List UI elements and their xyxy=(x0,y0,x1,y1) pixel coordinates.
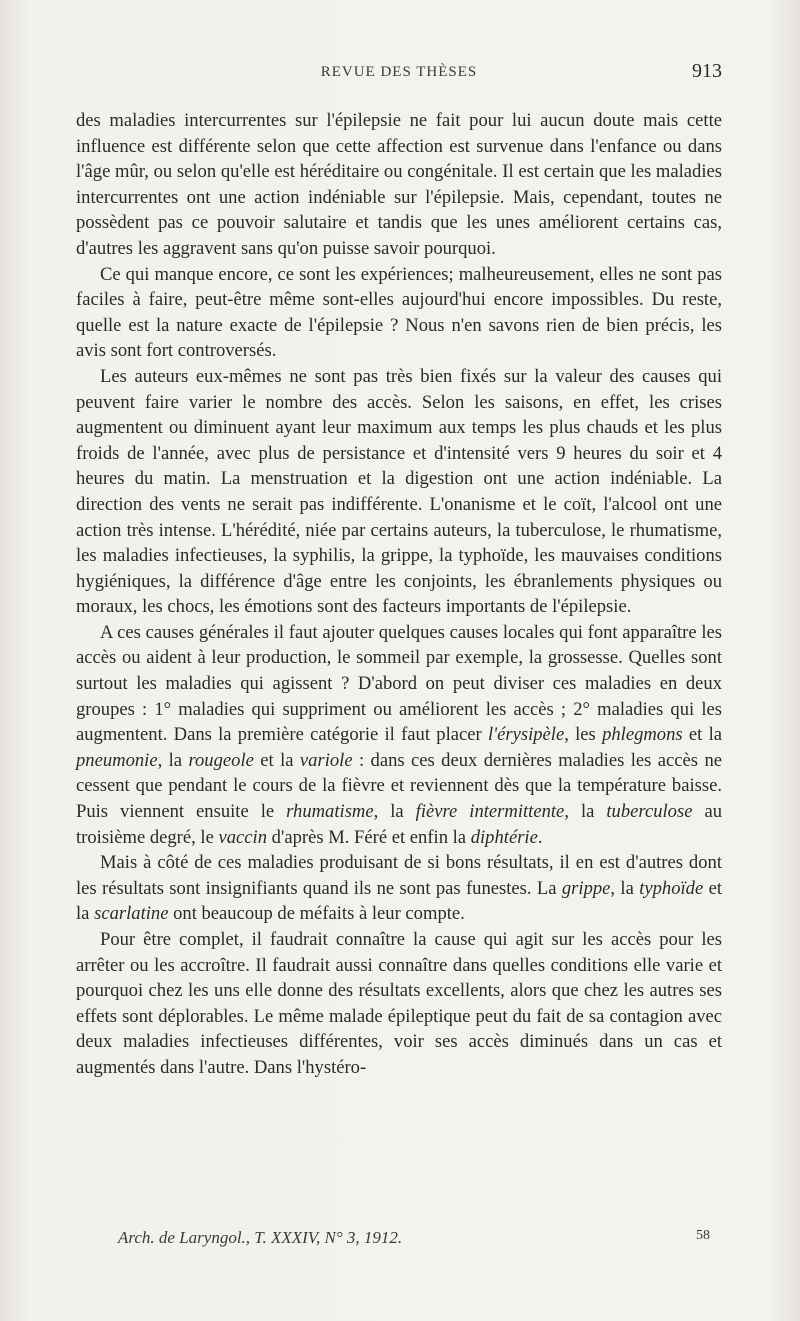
paragraph: Les auteurs eux-mêmes ne sont pas très bien fixés sur la valeur des causes qui peuvent faire varier le nombre des accès. Selon les saisons, en effet, les crises augmentent ou diminuent ayant leur maximum aux temps les plus chauds et les plus froids de l'année, avec plus de persistance et d'intensité vers 9 heures du soir et 4 heures du matin. La menstruation et la digestion ont une action indéniable. La direction des vents ne serait pas indifférente. L'onanisme et le coït, l'alcool ont une action très intense. L'hérédité, niée par certains auteurs, la tuberculose, le rhumatisme, les maladies infectieuses, la syphilis, la grippe, la typhoïde, les mauvaises conditions hygiéniques, la différence d'âge entre les conjoints, les ébranlements physiques ou moraux, les chocs, les émotions sont des facteurs importants de l'épilepsie. xyxy=(76,365,722,618)
text-run: A ces causes générales il faut ajouter quelques causes locales qui font apparaître les accès ou aident à leur production, le sommeil par exemple, la grossesse. Quelles sont surtout les maladies qui agissent ? D'abord on peut diviser ces maladies en deux groupes : 1° maladies qui suppriment ou améliorent les accès ; 2° maladies qui les augmentent. Dans la première catégorie il faut placer xyxy=(76,621,722,746)
text-run: au troisième degré, le xyxy=(76,801,722,848)
italic-term: rougeole xyxy=(188,749,254,771)
text-run: ont beaucoup de méfaits à leur compte. xyxy=(168,903,465,925)
body-text xyxy=(76,108,722,1081)
paragraph: des maladies intercurrentes sur l'épilepsie ne fait pour lui aucun doute mais cette influence est différente selon que cette affection est survenue dans l'enfance ou dans l'âge mûr, ou selon qu'elle est héréditaire ou congénitale. Il est certain que les maladies intercurrentes ont une action indéniable sur l'épilepsie. Mais, cependant, toutes ne possèdent pas ce pouvoir salutaire et tandis que les unes améliorent certains cas, d'autres les aggravent sans qu'on puisse savoir pourquoi. xyxy=(76,110,722,259)
footer xyxy=(118,1228,722,1252)
text-run: , les xyxy=(564,724,603,746)
italic-term: tuberculose xyxy=(606,801,693,823)
text-run: , la xyxy=(157,749,189,771)
signature-mark: 58 xyxy=(696,1228,710,1243)
italic-term: typhoïde xyxy=(639,877,704,899)
text-run: et la xyxy=(253,749,300,771)
paragraph: Pour être complet, il faudrait connaître la cause qui agit sur les accès pour les arrêter ou les accroître. Il faudrait aussi connaître dans quelles conditions elle varie et pourquoi chez les uns elle donne des résultats excellents, alors que chez les autres ses effets sont déplorables. Le même malade épileptique peut du fait de sa contagion avec deux maladies infectieuses différentes, voir ses accès diminués dans un cas et augmentés dans l'autre. Dans l'hystéro- xyxy=(76,929,722,1078)
text-run: d'après M. Féré et enfin la xyxy=(267,826,471,848)
italic-term: vaccin xyxy=(218,826,268,848)
text-run: , la xyxy=(564,801,607,823)
italic-term: scarlatine xyxy=(94,903,169,925)
text-run: et la xyxy=(682,724,722,746)
text-run: , la xyxy=(373,801,416,823)
italic-term: diphtérie xyxy=(470,826,538,848)
text-run: , la xyxy=(610,877,640,899)
running-header xyxy=(76,62,722,86)
text-run: . xyxy=(537,826,543,848)
running-title: REVUE DES THÈSES xyxy=(320,64,478,80)
paragraph xyxy=(76,620,722,850)
paragraph: Ce qui manque encore, ce sont les expériences; malheureusement, elles ne sont pas faciles à faire, peut-être même sont-elles aujourd'hui encore impossibles. Du reste, quelle est la nature exacte de l'épilepsie ? Nous n'en savons rien de bien précis, les avis sont fort controversés. xyxy=(76,263,722,362)
text-run: : dans ces deux dernières maladies les accès ne cessent que pendant le cours de la fièvre et reviennent dès que la température baisse. Puis viennent ensuite le xyxy=(76,749,722,823)
text-run: Mais à côté de ces maladies produisant de si bons résultats, il en est d'autres dont les résultats sont insignifiants quand ils ne sont pas funestes. La xyxy=(76,852,722,899)
italic-term: fièvre intermittente xyxy=(415,801,565,823)
italic-term: phlegmons xyxy=(602,724,683,746)
italic-term: variole xyxy=(299,749,353,771)
italic-term: l'érysipèle xyxy=(487,724,565,746)
italic-term: rhumatisme xyxy=(286,801,374,823)
journal-reference: Arch. de Laryngol., T. XXXIV, N° 3, 1912. xyxy=(118,1228,403,1247)
page-number: 913 xyxy=(692,60,722,82)
italic-term: pneumonie xyxy=(76,749,158,771)
text-run: et la xyxy=(76,877,722,925)
italic-term: grippe xyxy=(561,877,611,899)
paragraph xyxy=(76,850,722,927)
